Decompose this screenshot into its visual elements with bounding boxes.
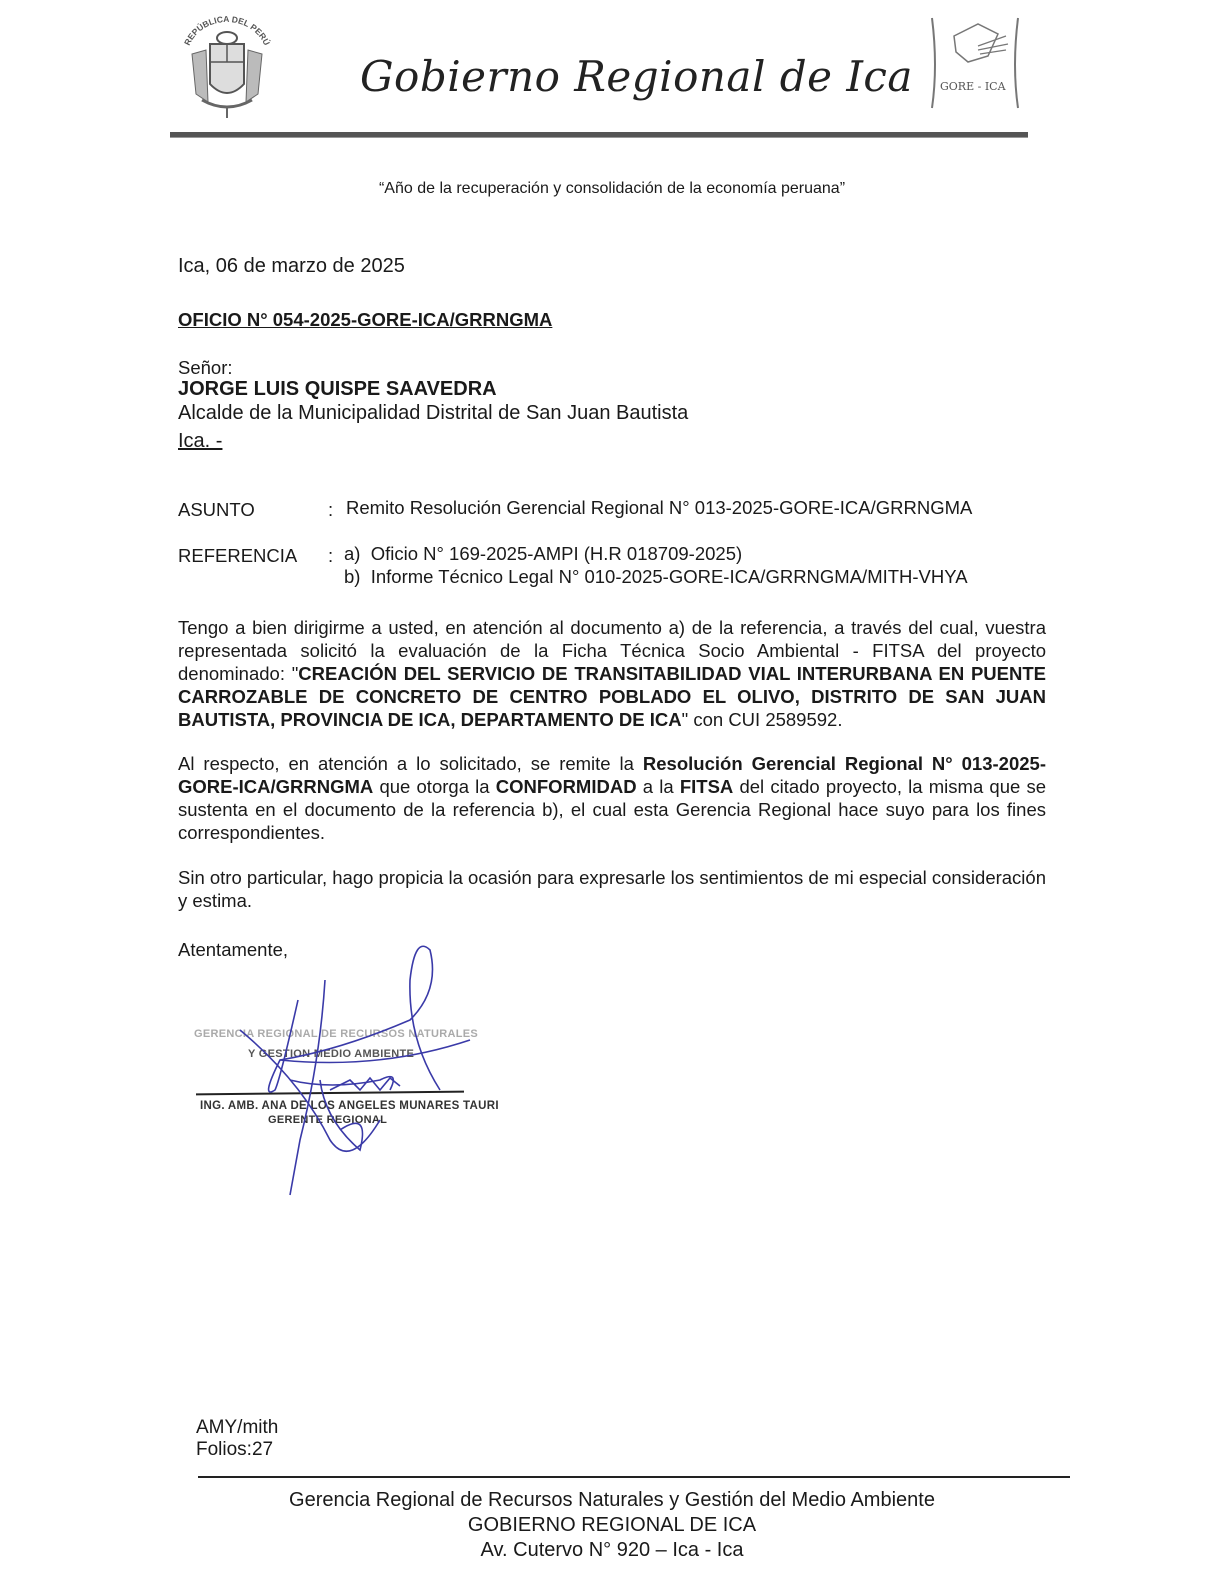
stamp-office-line1: GERENCIA REGIONAL DE RECURSOS NATURALES [194, 1028, 479, 1040]
closing: Atentamente, [178, 939, 289, 960]
folios: Folios:27 [196, 1439, 274, 1460]
year-motto: “Año de la recuperación y consolidación de la economía peruana” [378, 180, 846, 197]
referencia-text: Oficio N° 169-2025-AMPI (H.R 018709-2025) [370, 543, 743, 564]
footer-office: Gerencia Regional de Recursos Naturales y Gestión del Medio Ambiente [289, 1489, 935, 1511]
svg-text:REPÚBLICA DEL PERÚ [182, 14, 272, 47]
resolution-number: Resolución Gerencial Regional N° 013-2025-GORE-ICA/GRRNGMA [178, 753, 1046, 797]
fitsa-text: FITSA [679, 776, 734, 797]
referencia-marker: a) [344, 543, 361, 564]
header-divider [170, 132, 1028, 138]
logo-arc-text: REPÚBLICA DEL PERÚ [182, 13, 272, 47]
letter-date: Ica, 06 de marzo de 2025 [178, 255, 405, 277]
signer-role: GERENTE REGIONAL [268, 1114, 388, 1126]
asunto-text: Remito Resolución Gerencial Regional N° 013-2025-GORE-ICA/GRRNGMA [346, 497, 973, 518]
conformidad-text: CONFORMIDAD [495, 776, 637, 797]
peru-coat-of-arms-logo [182, 10, 272, 120]
recipient-salutation: Señor: [178, 357, 233, 378]
referencia-item [344, 565, 968, 588]
handwritten-signature [180, 940, 500, 1200]
recipient-position: Alcalde de la Municipalidad Distrital de San Juan Bautista [178, 402, 689, 424]
oficio-number: OFICIO N° 054-2025-GORE-ICA/GRRNGMA [178, 309, 553, 330]
paragraph-1 [178, 616, 1046, 731]
asunto-separator: : [328, 499, 334, 520]
logo-caption: GORE - ICA [940, 80, 1006, 93]
signer-name: ING. AMB. ANA DE LOS ANGELES MUNARES TAURI [200, 1100, 499, 1112]
paragraph-3: Sin otro particular, hago propicia la ocasión para expresarle los sentimientos de mi especial consideración y estima. [178, 867, 1046, 911]
asunto-label: ASUNTO [178, 499, 255, 520]
recipient-name: JORGE LUIS QUISPE SAAVEDRA [178, 378, 497, 400]
referencia-marker: b) [344, 566, 361, 587]
referencia-text: Informe Técnico Legal N° 010-2025-GORE-ICA/GRRNGMA/MITH-VHYA [370, 566, 968, 587]
paragraph-text: Al respecto, en atención a lo solicitado, se remite la [178, 753, 643, 774]
paragraph-text: a la [636, 776, 680, 797]
header-title: Gobierno Regional de Ica [360, 52, 913, 101]
paragraph-text: Tengo a bien dirigirme a usted, en atención al documento a) de la referencia, a través del cual, vuestra representada solicitó la evaluación de la Ficha Técnica Socio Ambiental - FITSA del proyecto denominado: " [178, 617, 1046, 684]
signature-block [180, 940, 500, 1200]
referencia-separator: : [328, 545, 334, 566]
paragraph-text: " con CUI 2589592. [681, 709, 843, 730]
referencia-label: REFERENCIA [178, 545, 298, 566]
paragraph-text: que otorga la [373, 776, 496, 797]
project-name: CREACIÓN DEL SERVICIO DE TRANSITABILIDAD VIAL INTERURBANA EN PUENTE CARROZABLE DE CONCRETO DE CENTRO POBLADO EL OLIVO, DISTRITO DE SAN JUAN BAUTISTA, PROVINCIA DE ICA, DEPARTAMENTO DE ICA [178, 663, 1046, 730]
initials: AMY/mith [196, 1417, 279, 1438]
paragraph-text: del citado proyecto, la misma que se sustenta en el documento de la referencia b), el cual esta Gerencia Regional hace suyo para los fines correspondientes. [178, 776, 1047, 843]
gore-ica-logo [928, 16, 1022, 110]
footer-org: GOBIERNO REGIONAL DE ICA [467, 1514, 757, 1536]
footer-address: Av. Cutervo N° 920 – Ica - Ica [480, 1539, 744, 1561]
stamp-office-line2: Y GESTION MEDIO AMBIENTE [248, 1048, 415, 1060]
footer-divider [198, 1476, 1070, 1478]
paragraph-2 [178, 752, 1046, 844]
referencia-item [344, 542, 742, 565]
recipient-city: Ica. - [178, 430, 223, 452]
